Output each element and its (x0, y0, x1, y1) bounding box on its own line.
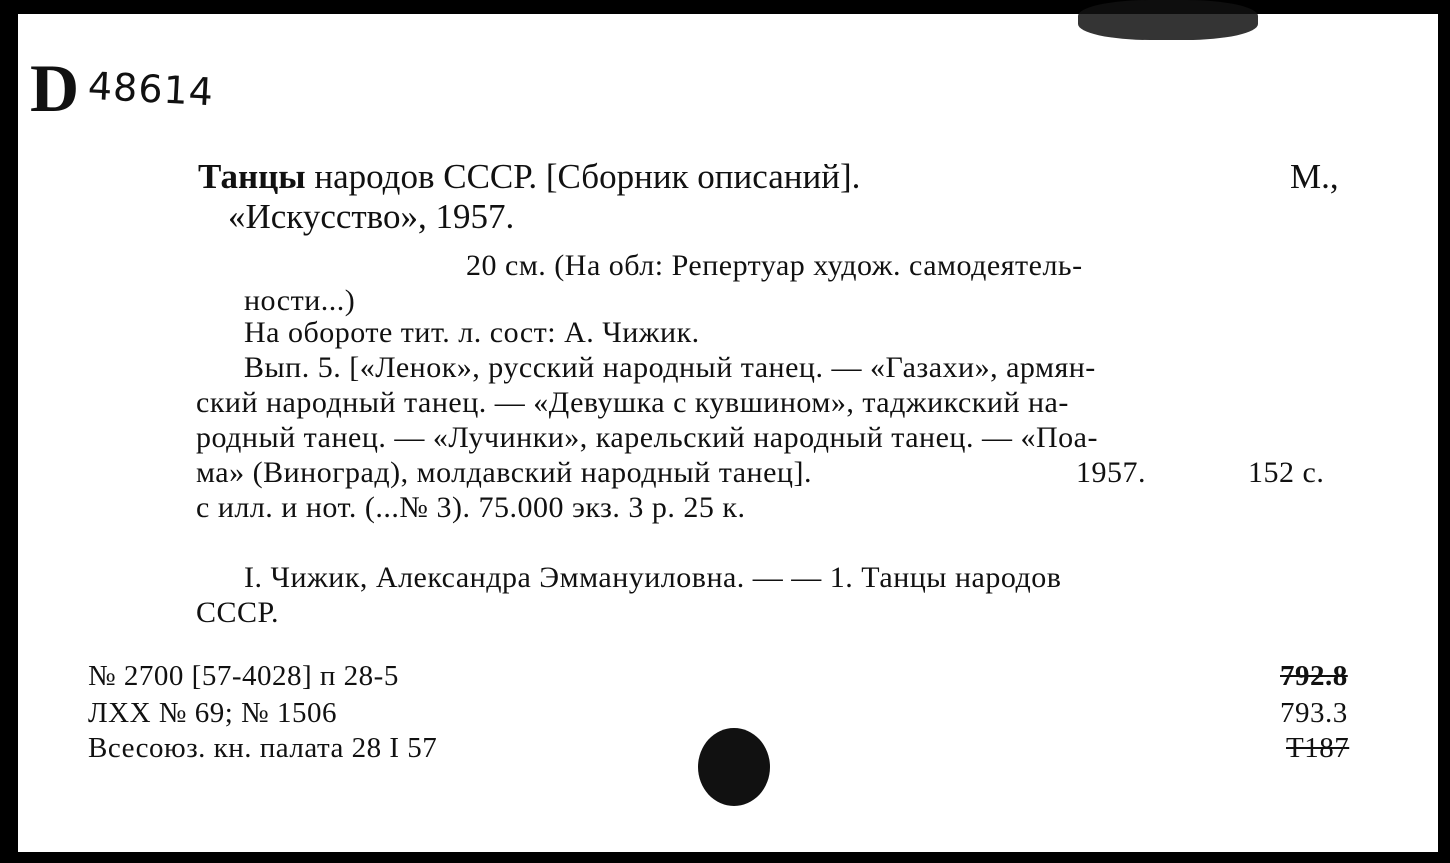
catalog-card (18, 14, 1438, 852)
title-line-1 (198, 157, 860, 197)
tracing-line-1: I. Чижик, Александра Эммануиловна. — — 1. Танцы народов (244, 561, 1062, 594)
footer-right-line-1: 792.8 (1280, 660, 1348, 692)
contents-line-4: ма» (Виноград), молдавский народный танец]. (196, 456, 812, 489)
title-rest: народов СССР. [Сборник описаний]. (305, 157, 861, 196)
call-number-letter: D (30, 50, 80, 126)
year: 1957. (1076, 456, 1146, 489)
contents-line-1: Вып. 5. [«Ленок», русский народный танец. — «Газахи», армян- (244, 351, 1096, 384)
tracing-line-2: СССР. (196, 596, 279, 629)
footer-left-line-1: № 2700 [57-4028] п 28-5 (88, 660, 399, 692)
compiler-note: На обороте тит. л. сост: А. Чижик. (244, 316, 700, 349)
footer-right-line-3: Т187 (1286, 732, 1350, 764)
ink-blot (698, 728, 770, 806)
page-count: 152 с. (1248, 456, 1325, 489)
contents-line-2: ский народный танец. — «Девушка с кувшином», таджикский на- (196, 386, 1069, 419)
contents-line-5: с илл. и нот. (...№ 3). 75.000 экз. 3 р. 25 к. (196, 491, 746, 524)
footer-right-line-2: 793.3 (1280, 697, 1348, 729)
size-note-line-2: ности...) (244, 284, 356, 317)
title-main-word: Танцы (198, 157, 306, 196)
size-note-line-1: 20 см. (На обл: Репертуар худож. самодеятель- (466, 249, 1083, 282)
contents-line-3: родный танец. — «Лучинки», карельский народный танец. — «Поа- (196, 421, 1098, 454)
footer-left-line-3: Всесоюз. кн. палата 28 I 57 (88, 732, 438, 764)
ink-smudge-top (1078, 0, 1258, 40)
footer-left-line-2: ЛХХ № 69; № 1506 (88, 697, 337, 729)
call-number-handwritten: 48614 (86, 63, 215, 115)
publication-place: М., (1290, 157, 1339, 196)
title-line-2: «Искусство», 1957. (228, 197, 515, 236)
